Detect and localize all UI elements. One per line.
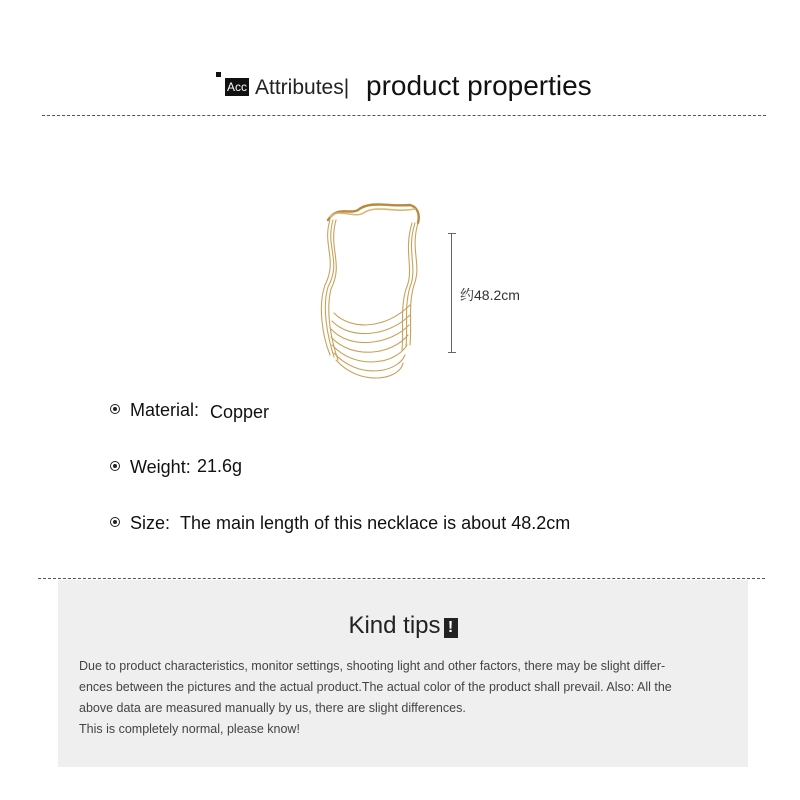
kind-tips-line: Due to product characteristics, monitor settings, shooting light and other factors, there may be slight differ-: [79, 659, 666, 673]
kind-tips-title: Kind tips: [348, 612, 441, 639]
divider-middle: [38, 578, 765, 579]
header-square-icon: [216, 72, 221, 77]
product-image: [300, 195, 450, 390]
bullet-icon: [110, 517, 120, 527]
page-title: product properties: [366, 70, 592, 101]
bullet-icon: [110, 404, 120, 414]
header-badge: Acc: [227, 80, 248, 94]
kind-tips-line: above data are measured manually by us, there are slight differences.: [79, 701, 466, 715]
kind-tips-body: [79, 656, 734, 740]
exclamation-icon: !: [444, 618, 458, 638]
attribute-value: 21.6g: [197, 456, 243, 476]
attribute-value: Copper: [210, 402, 270, 422]
length-dimension-label: 约48.2cm: [460, 287, 520, 303]
kind-tips-panel: [58, 580, 748, 767]
attribute-label: Weight:: [130, 457, 191, 477]
attribute-value: The main length of this necklace is about 48.2cm: [180, 513, 571, 533]
length-dimension-marker: [448, 233, 456, 353]
kind-tips-line: ences between the pictures and the actual product.The actual color of the product shall prevail. Also: All the: [79, 680, 672, 694]
section-header: [0, 70, 800, 110]
bullet-icon: [110, 461, 120, 471]
kind-tips-heading: [58, 612, 748, 640]
attribute-label: Size:: [130, 513, 171, 533]
header-attributes-label: Attributes|: [255, 76, 350, 99]
divider-top: [42, 115, 766, 116]
attribute-label: Material:: [130, 400, 200, 420]
kind-tips-line: This is completely normal, please know!: [79, 722, 300, 736]
